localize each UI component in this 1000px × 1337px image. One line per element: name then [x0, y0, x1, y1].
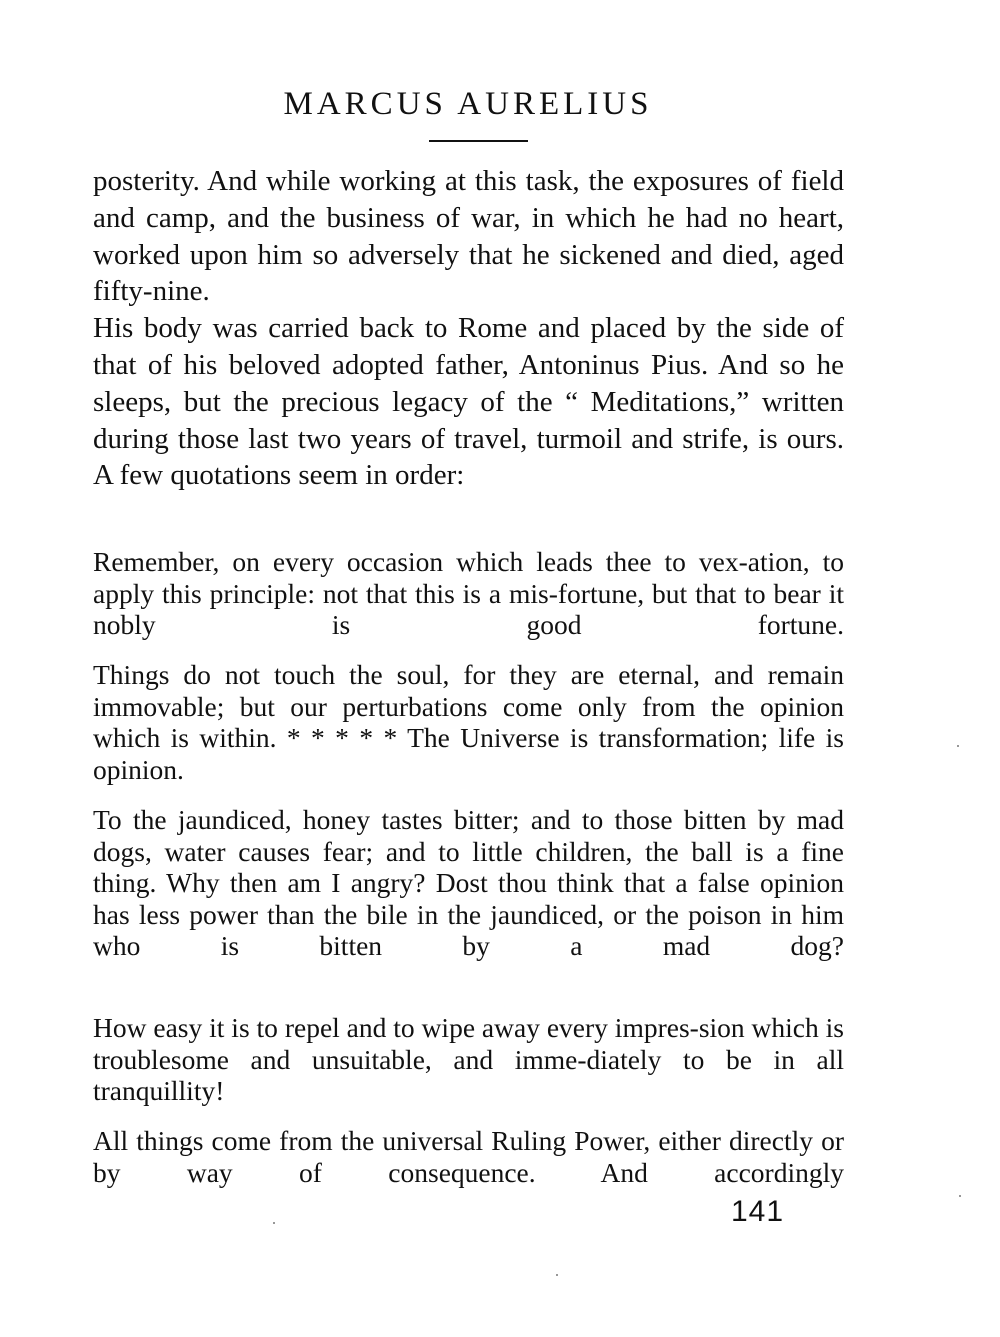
paragraph: A few quotations seem in order: [93, 459, 465, 492]
quotation: Remember, on every occasion which leads thee to vex-ation, to apply this principle: not that this is a mis-fortune, but that to bear it nobly is good fortune. [93, 546, 844, 641]
quotation: All things come from the universal Ruling Power, either directly or by way of consequence. And accordingly [93, 1125, 844, 1188]
scan-speck [959, 1195, 961, 1197]
quotation: Things do not touch the soul, for they are eternal, and remain immovable; but our perturbations come only from the opinion which is within. * * * * * The Universe is transformation; life is opinion. [93, 659, 844, 785]
paragraph: His body was carried back to Rome and placed by the side of that of his beloved adopted father, Antoninus Pius. And so he sleeps, but the precious legacy of the “ Meditations,” written during those last two years of travel, turmoil and strife, is ours. [93, 312, 844, 455]
scan-speck [556, 1274, 558, 1276]
scan-speck [273, 1222, 275, 1224]
scan-speck [957, 745, 959, 747]
title-rule [429, 140, 528, 142]
page-number: 141 [731, 1195, 785, 1228]
running-title: MARCUS AURELIUS [283, 86, 653, 122]
quotation: How easy it is to repel and to wipe away every impres-sion which is troublesome and unsuitable, and imme-diately to be in all tranquillity! [93, 1012, 844, 1107]
body-text [93, 163, 844, 494]
paragraph: posterity. And while working at this task, the exposures of field and camp, and the business of war, in which he had no heart, worked upon him so adversely that he sickened and died, aged fifty-nine. [93, 165, 844, 308]
quotation: To the jaundiced, honey tastes bitter; and to those bitten by mad dogs, water causes fear; and to little children, the ball is a fine thing. Why then am I angry? Dost thou think that a false opinion has less power than the bile in the jaundiced, or the poison in him who is bitten by a mad dog? [93, 804, 844, 962]
